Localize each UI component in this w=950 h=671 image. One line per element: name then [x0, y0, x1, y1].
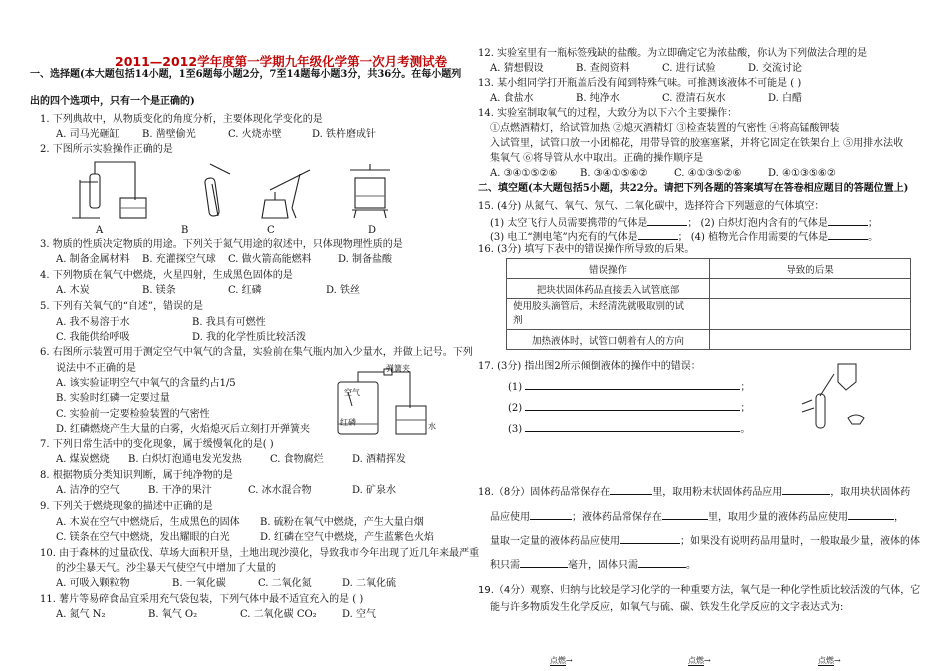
q10-option-a: A. 可吸入颗粒物: [56, 578, 130, 589]
q13-option-c: C. 澄清石灰水: [662, 93, 726, 104]
q10-option-d: D. 二氧化硫: [342, 578, 397, 589]
q19-condition-2: 点燃: [688, 656, 704, 665]
q18-text2: 里，取用粉末状固体药品应用: [652, 487, 783, 498]
q8-option-b: B. 干净的果汁: [148, 485, 212, 496]
q14-steps-line2: 入试管里，试管口放一小团棉花，用带导管的胶塞塞紧，并将它固定在铁架台上 ⑤用排水法收: [490, 138, 904, 149]
q17-item3: (3) 。: [508, 424, 751, 435]
q3-option-a: A. 制备金属材料: [56, 254, 130, 265]
table-header-operation: 错误操作: [507, 259, 710, 279]
q19-arrow-3[interactable]: 点燃→: [818, 656, 841, 665]
q12-option-c: C. 进行试验: [662, 63, 716, 74]
q19-line2: 能与许多物质发生化学反应，如氧气与硫、碳、铁发生化学反应的文字表达式为:: [490, 602, 844, 613]
q12-option-a: A. 猜想假设: [490, 63, 544, 74]
q10-option-b: B. 一氧化碳: [172, 578, 226, 589]
q13-option-a: A. 食盐水: [490, 93, 534, 104]
q15-item1-text: (1) 太空飞行人员需要携带的气体是: [490, 218, 648, 229]
q11-option-c: C. 二氧化碳 CO₂: [240, 609, 317, 620]
page-title: 2011—2012学年度第一学期九年级化学第一次月考测试卷: [115, 54, 448, 69]
q15-blank1[interactable]: [647, 216, 687, 226]
q17-item1: (1) ；: [508, 382, 751, 393]
row2-line1: 使用胶头滴管后，未经清洗就吸取别的试: [513, 301, 685, 312]
row2-line2: 剂: [513, 315, 523, 326]
section2-heading: 二、填空题(本大题包括5小题，共22分。请把下列各题的答案填写在答卷相应题目的答题位置上): [478, 183, 909, 194]
q15-line1-end: ；: [867, 218, 878, 229]
q4-option-c: C. 红磷: [228, 285, 262, 296]
q18-text5: ；液体药品常保存在: [572, 512, 662, 523]
q17-item3-label: (3): [508, 424, 523, 435]
q8-option-a: A. 洁净的空气: [56, 485, 120, 496]
q18-blank4[interactable]: [662, 510, 708, 520]
q9-option-a: A. 木炭在空气中燃烧后，生成黑色的固体: [56, 517, 240, 528]
q18-text4: 品应使用: [490, 512, 530, 523]
q11-option-a: A. 氮气 N₂: [56, 609, 106, 620]
q17-stem: 17. (3分) 指出图2所示倾倒液体的操作中的错误：: [478, 361, 701, 372]
q12-option-d: D. 交流讨论: [748, 63, 803, 74]
q15-stem: 15. (4分) 从氮气、氧气、氖气、二氧化碳中，选择符合下列题意的气体填空：: [478, 201, 825, 212]
table-row: [507, 330, 911, 350]
q12-option-b: B. 查阅资料: [576, 63, 630, 74]
q5-option-b: B. 我具有可燃性: [192, 317, 266, 328]
q3-option-d: D. 制备盐酸: [338, 254, 393, 265]
q18-blank1[interactable]: [610, 485, 652, 495]
q17-blank3[interactable]: [525, 422, 740, 432]
q18-text6: 里，取用少量的液体药品应使用: [708, 512, 848, 523]
q11-option-d: D. 空气: [342, 609, 377, 620]
q5-option-d: D. 我的化学性质比较活泼: [192, 332, 307, 343]
q4-option-a: A. 木炭: [56, 285, 90, 296]
q14-option-d: D. ④①③⑤⑥②: [768, 168, 836, 179]
q17-item2-label: (2): [508, 403, 523, 414]
q10-option-c: C. 二氧化氮: [258, 578, 312, 589]
q9-option-c: C. 镁条在空气中燃烧，发出耀眼的白光: [56, 532, 230, 543]
section1-heading-cont: 出的四个选项中，只有一个是正确的): [30, 96, 195, 107]
q17-pouring-figure: [798, 360, 868, 435]
q18-text1: 18.（8分）固体药品常保存在: [478, 487, 611, 498]
q19-arrow-2[interactable]: 点燃→: [688, 656, 711, 665]
q7-option-b: B. 白炽灯泡通电发光发热: [128, 454, 242, 465]
q15-line2: [490, 230, 878, 244]
q3-option-c: C. 做火箭高能燃料: [228, 254, 312, 265]
q17-blank1[interactable]: [525, 380, 740, 390]
section1-heading: 一、选择题(本大题包括14小题，1至6题每小题2分，7至14题每小题3分，共36分。在每小题列: [30, 69, 462, 80]
q13-stem: 13. 某小组同学打开瓶盖后没有闻到特殊气味。可推测该液体不可能是 ( ): [478, 78, 802, 89]
q9-option-d: D. 红磷在空气中燃烧，产生蓝紫色火焰: [260, 532, 435, 543]
q18-line2: [490, 510, 904, 524]
q19-arrow-1[interactable]: 点燃→: [550, 656, 573, 665]
q19-condition-3: 点燃: [818, 656, 834, 665]
q15-blank2[interactable]: [828, 216, 868, 226]
q4-option-b: B. 镁条: [142, 285, 176, 296]
q3-option-b: B. 充灌探空气球: [142, 254, 216, 265]
q9-stem: 9. 下列关于燃烧现象的描述中正确的是: [40, 501, 213, 512]
q1-stem: 1. 下列典故中，从物质变化的角度分析，主要体现化学变化的是: [40, 114, 323, 125]
q3-stem: 3. 物质的性质决定物质的用途。下列关于氮气用途的叙述中，只体现物理性质的是: [40, 239, 403, 250]
q18-text10: 积只需: [490, 560, 520, 571]
q6-label-air: 空气: [344, 388, 360, 397]
q5-option-a: A. 我不易溶于水: [56, 317, 130, 328]
q14-stem: 14. 实验室制取氧气的过程，大致分为以下六个主要操作：: [478, 108, 738, 119]
q7-option-d: D. 酒精挥发: [352, 454, 407, 465]
q7-option-c: C. 食物腐烂: [270, 454, 324, 465]
q14-option-c: C. ④①③⑤②⑥: [674, 168, 742, 179]
q4-option-d: D. 铁丝: [326, 285, 361, 296]
q1-option-b: B. 凿壁偷光: [142, 129, 196, 140]
q17-blank2[interactable]: [525, 401, 740, 411]
q18-blank5[interactable]: [848, 510, 894, 520]
q2-figure: [60, 160, 405, 222]
q5-stem: 5. 下列有关氧气的“自述”，错误的是: [40, 301, 203, 312]
q18-text9: ；如果没有说明药品用量时，一般取最少量，液体的体: [680, 536, 920, 547]
table-cell-answer[interactable]: [710, 330, 911, 350]
table-cell-answer[interactable]: [710, 299, 911, 330]
q2-stem: 2. 下图所示实验操作正确的是: [40, 144, 173, 155]
table-cell-operation: [507, 299, 710, 330]
q14-option-b: B. ③④①⑤⑥②: [580, 168, 648, 179]
q17-item1-label: (1): [508, 382, 523, 393]
q19-condition-1: 点燃: [550, 656, 566, 665]
q6-option-b: B. 实验时红磷一定要过量: [56, 393, 170, 404]
q11-option-b: B. 氧气 O₂: [148, 609, 198, 620]
table-cell-operation: 加热液体时，试管口朝着有人的方向: [507, 330, 710, 350]
q10-stem: 10. 由于森林的过量砍伐、草场大面积开垦，土地出现沙漠化，导致我市今年出现了近几年来最严重: [40, 548, 480, 559]
q18-text12: 。: [686, 560, 696, 571]
q6-apparatus-figure: [318, 368, 438, 440]
q1-option-c: C. 火烧赤壁: [228, 129, 282, 140]
q18-line4: [490, 558, 696, 572]
q8-option-c: C. 冰水混合物: [248, 485, 312, 496]
table-cell-answer[interactable]: [710, 279, 911, 299]
q15-item3-text: (3) 电工“测电笔”内充有的气体是: [490, 232, 638, 243]
table-header-row: [507, 259, 911, 279]
q6-stem-cont: 说法中不正确的是: [56, 363, 136, 374]
q18-line1: [478, 485, 910, 499]
q15-blank3[interactable]: [638, 230, 678, 240]
q1-option-a: A. 司马光砸缸: [56, 129, 120, 140]
q18-text11: 毫升，固体只需: [568, 560, 638, 571]
q18-text3: ，取用块状固体药: [830, 487, 911, 498]
q18-blank2[interactable]: [782, 485, 830, 495]
q14-steps-line3: 集氧气 ⑥将导管从水中取出。正确的操作顺序是: [490, 153, 704, 164]
q5-option-c: C. 我能供给呼吸: [56, 332, 130, 343]
q6-stem: 6. 右图所示装置可用于测定空气中氧气的含量，实验前在集气瓶内加入少量水，并做上记号。下列: [40, 347, 473, 358]
table-header-consequence: 导致的后果: [710, 259, 911, 279]
q15-line1: [490, 216, 878, 230]
q6-option-c: C. 实验前一定要检验装置的气密性: [56, 409, 210, 420]
q15-item4-text: ； (4) 植物光合作用需要的气体是: [677, 232, 829, 243]
q6-option-d: D. 红磷燃烧产生大量的白雾，火焰熄灭后立刻打开弹簧夹: [56, 424, 311, 435]
q18-text8: 量取一定量的液体药品应使用: [490, 536, 620, 547]
q7-option-a: A. 煤炭燃烧: [56, 454, 110, 465]
q16-table: [506, 258, 911, 350]
q4-stem: 4. 下列物质在氧气中燃烧，火星四射，生成黑色固体的是: [40, 270, 293, 281]
q13-option-b: B. 纯净水: [576, 93, 620, 104]
q17-item2: (2) ；: [508, 403, 751, 414]
q7-stem: 7. 下列日常生活中的变化现象，属于缓慢氧化的是( ): [40, 439, 274, 450]
q14-steps-line1: ①点燃酒精灯，给试管加热 ②熄灭酒精灯 ③检查装置的气密性 ④将高锰酸钾装: [490, 123, 840, 134]
q2-label-c: C: [267, 225, 275, 236]
q1-option-d: D. 铁杵磨成针: [312, 129, 377, 140]
table-cell-operation: 把块状固体药品直接丢入试管底部: [507, 279, 710, 299]
q2-label-a: A: [96, 225, 104, 236]
q15-blank4[interactable]: [828, 230, 868, 240]
q19-line1: 19.（4分）观察、归纳与比较是学习化学的一种重要方法，氧气是一种化学性质比较活泼的气体，它: [478, 585, 921, 596]
q6-label-clamp: 弹簧夹: [386, 364, 410, 373]
q6-label-water: 水: [428, 422, 436, 431]
q13-option-d: D. 白醋: [768, 93, 803, 104]
q2-label-d: D: [368, 225, 377, 236]
q12-stem: 12. 实验室里有一瓶标签残缺的盐酸。为立即确定它为浓盐酸，你认为下列做法合理的是: [478, 48, 868, 59]
q16-stem: 16. (3分) 填写下表中的错误操作所导致的后果。: [478, 244, 695, 255]
q15-line2-end: 。: [868, 232, 879, 243]
q18-line3: [490, 534, 920, 548]
q18-blank3[interactable]: [530, 510, 572, 520]
q6-label-phosphorus: 红磷: [340, 418, 356, 427]
q6-option-a: A. 该实验证明空气中氧气的含量约占1/5: [56, 378, 236, 389]
q18-text7: ，: [894, 512, 904, 523]
q18-blank6[interactable]: [620, 534, 680, 544]
q14-option-a: A. ③④①⑤②⑥: [490, 168, 558, 179]
q2-label-b: B: [181, 225, 189, 236]
q18-blank7[interactable]: [520, 558, 568, 568]
q18-blank8[interactable]: [638, 558, 686, 568]
q8-option-d: D. 矿泉水: [352, 485, 397, 496]
q10-stem-cont: 的沙尘暴天气。沙尘暴天气使空气中增加了大量的: [56, 563, 276, 574]
q15-item2-text: ； (2) 白炽灯泡内含有的气体是: [687, 218, 828, 229]
q8-stem: 8. 根据物质分类知识判断，属于纯净物的是: [40, 470, 233, 481]
q11-stem: 11. 薯片等易碎食品宜采用充气袋包装，下列气体中最不适宜充入的是 ( ): [40, 594, 364, 605]
table-row: [507, 279, 911, 299]
q9-option-b: B. 硫粉在氧气中燃烧，产生大量白烟: [260, 517, 424, 528]
table-row: [507, 299, 911, 330]
